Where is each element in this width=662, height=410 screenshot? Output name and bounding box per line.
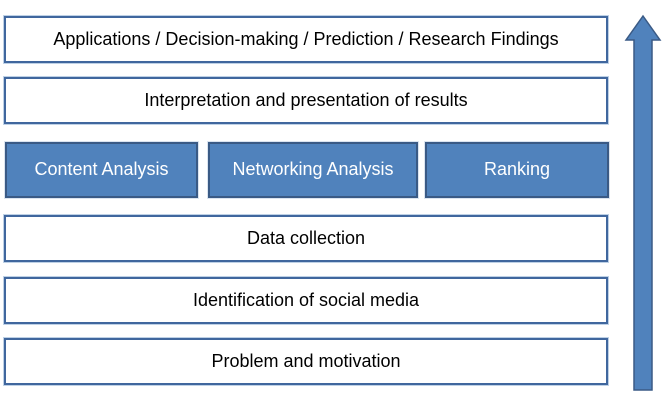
box-interpretation-label: Interpretation and presentation of results bbox=[144, 89, 468, 110]
box-identification-social-media bbox=[4, 277, 608, 324]
flow-direction-arrow bbox=[620, 10, 662, 395]
box-identification-social-media-label: Identification of social media bbox=[192, 289, 420, 310]
box-networking-analysis bbox=[208, 142, 418, 198]
box-applications-label: Applications / Decision-making / Prediction / Research Findings bbox=[53, 28, 559, 49]
box-data-collection bbox=[4, 215, 608, 262]
box-networking-analysis-label: Networking Analysis bbox=[232, 159, 394, 180]
box-problem-motivation-label: Problem and motivation bbox=[211, 350, 401, 371]
box-applications bbox=[4, 16, 608, 63]
box-ranking-label: Ranking bbox=[483, 159, 551, 180]
box-problem-motivation bbox=[4, 338, 608, 385]
box-ranking bbox=[425, 142, 609, 198]
box-content-analysis bbox=[5, 142, 198, 198]
box-content-analysis-label: Content Analysis bbox=[34, 159, 169, 180]
box-interpretation bbox=[4, 77, 608, 124]
box-data-collection-label: Data collection bbox=[246, 227, 366, 248]
up-arrow-icon bbox=[620, 10, 662, 395]
